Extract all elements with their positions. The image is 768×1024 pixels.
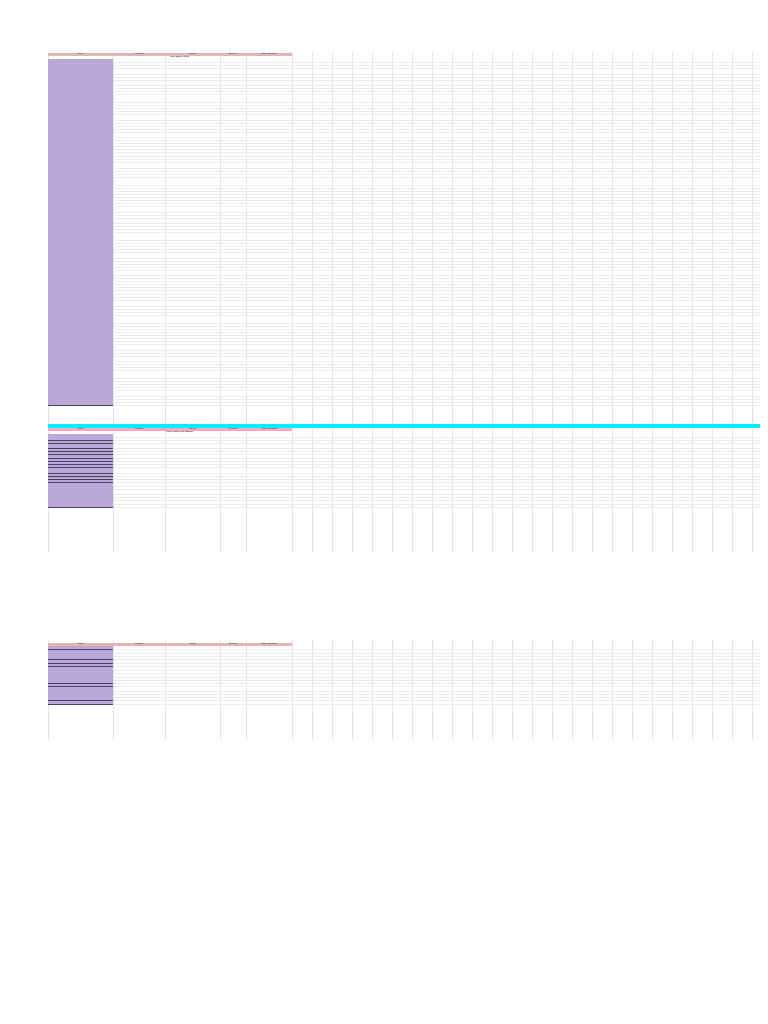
grid-vline: [672, 52, 673, 552]
column-header: Reserve: [220, 643, 246, 646]
grid-vline: [113, 52, 114, 552]
grid-vline: [532, 52, 533, 552]
grid-vline: [452, 52, 453, 552]
grid-vline: [712, 52, 713, 552]
column-header: Name: [48, 428, 113, 431]
column-header: Cuisine: [165, 53, 220, 56]
grid-vline: [752, 52, 753, 552]
grid-vline: [352, 52, 353, 552]
grid-vline: [632, 52, 633, 552]
column-header: Reserve: [220, 428, 246, 431]
grid-vline: [592, 52, 593, 552]
name-cell: [48, 701, 113, 705]
column-header: Reserve: [220, 53, 246, 56]
grid-vline: [165, 52, 166, 552]
column-header: Other comments: [246, 53, 292, 56]
grid-vline: [392, 52, 393, 552]
grid-vline: [312, 52, 313, 552]
grid-vline: [732, 52, 733, 552]
section-title[interactable]: Coffee shops and bakeries: [165, 431, 194, 434]
section-title[interactable]: Food places listed: [169, 56, 190, 59]
grid-vline: [552, 52, 553, 552]
grid-vline: [512, 52, 513, 552]
grid-vline: [246, 52, 247, 552]
grid-vline: [692, 52, 693, 552]
column-header: Location: [113, 428, 165, 431]
name-cell: [48, 504, 113, 508]
grid-vline: [492, 52, 493, 552]
grid-vline: [432, 52, 433, 552]
column-header: Name: [48, 643, 113, 646]
column-header: Cuisine: [165, 428, 220, 431]
column-header: Location: [113, 53, 165, 56]
column-header: Cuisine: [165, 643, 220, 646]
grid-vline: [472, 52, 473, 552]
grid-vline: [572, 52, 573, 552]
grid-vline: [652, 52, 653, 552]
column-header: Location: [113, 643, 165, 646]
grid-vline: [332, 52, 333, 552]
column-header: Other comments: [246, 428, 292, 431]
grid-vline: [292, 52, 293, 552]
name-cell: [48, 402, 113, 406]
grid-vline: [612, 52, 613, 552]
grid-vline: [372, 52, 373, 552]
column-header: Other comments: [246, 643, 292, 646]
grid-vline: [220, 52, 221, 552]
grid-vline: [412, 52, 413, 552]
column-header: Name: [48, 53, 113, 56]
